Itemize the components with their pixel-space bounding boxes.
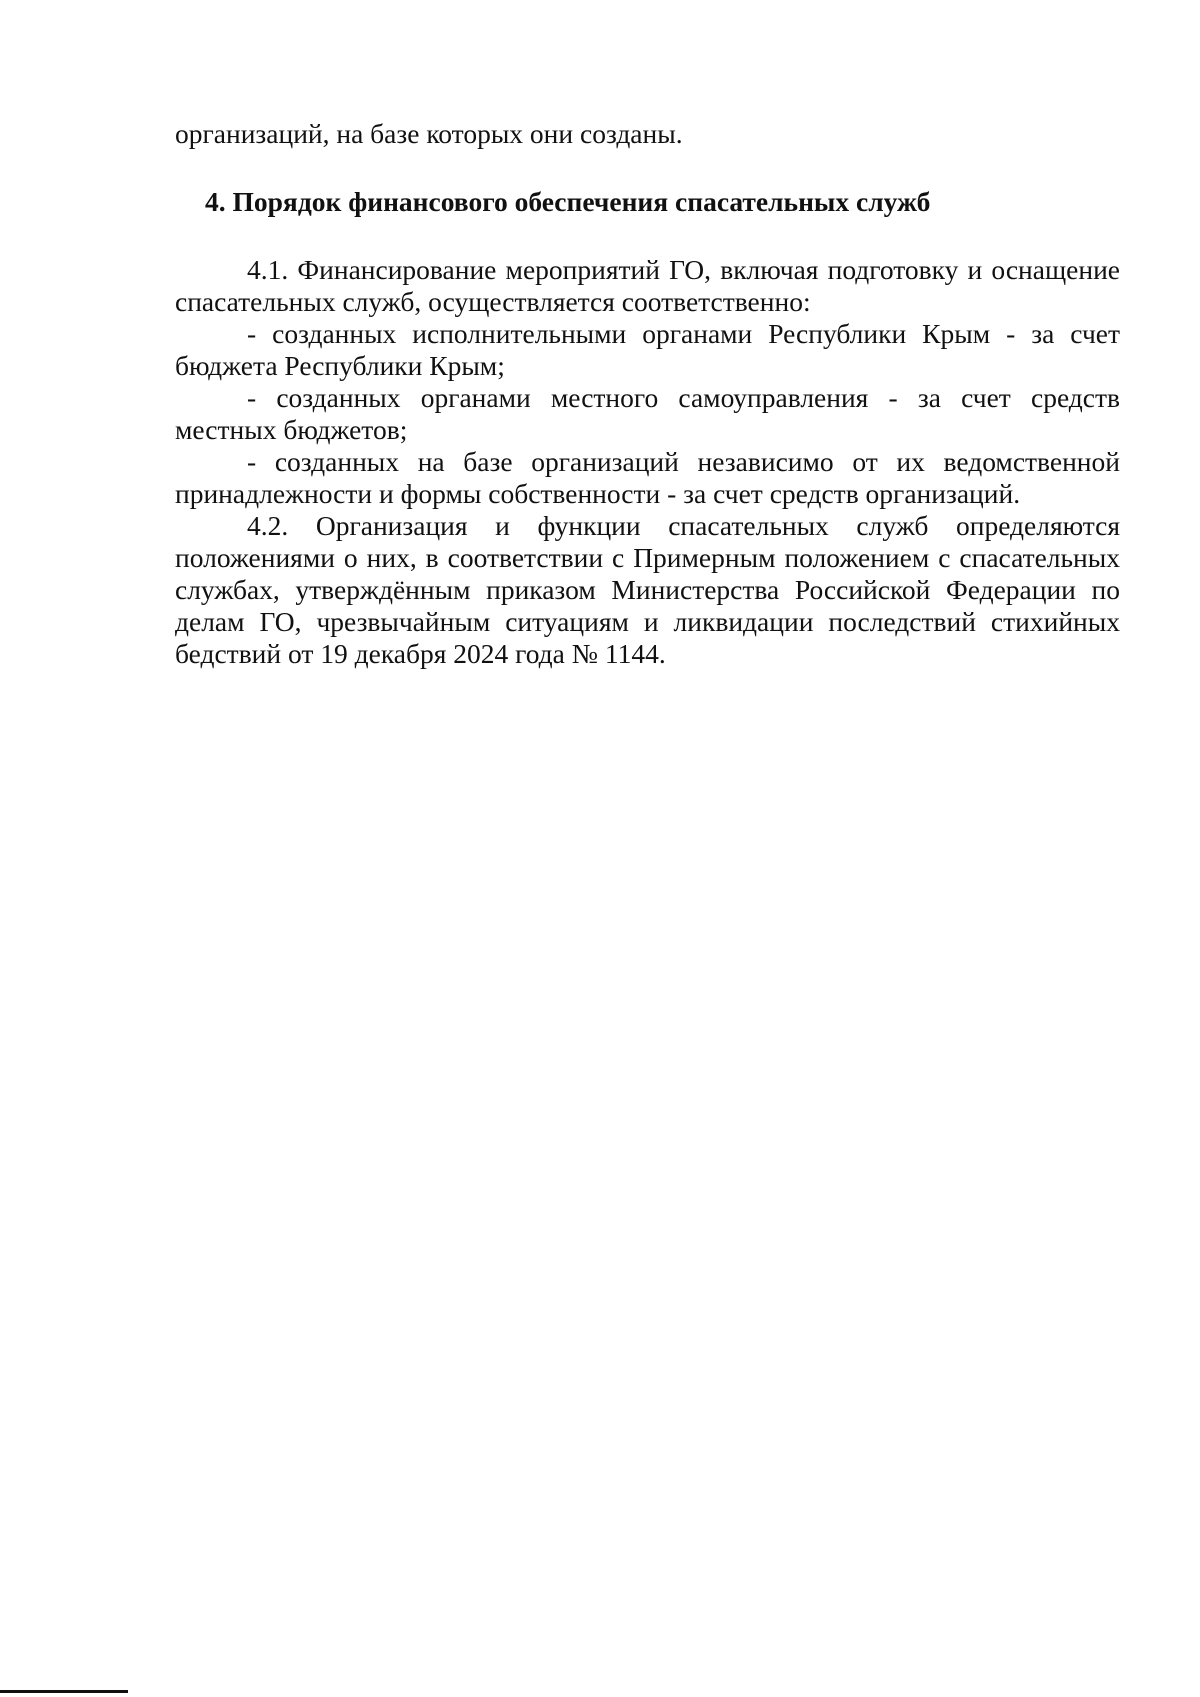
document-body xyxy=(175,118,1120,670)
section-heading: 4. Порядок финансового обеспечения спасательных служб xyxy=(205,186,931,217)
clause-4-1-intro: 4.1. Финансирование мероприятий ГО, включая подготовку и оснащение спасательных служб, осуществляется соответственно: xyxy=(175,254,1120,317)
list-item: - созданных исполнительными органами Республики Крым - за счет бюджета Республики Крым; xyxy=(175,318,1120,381)
list-item: - созданных органами местного самоуправления - за счет средств местных бюджетов; xyxy=(175,382,1120,445)
scan-edge-divider xyxy=(0,1690,128,1693)
continuation-paragraph: организаций, на базе которых они созданы. xyxy=(175,118,683,149)
funding-source-list xyxy=(175,318,1120,510)
list-item: - созданных на базе организаций независимо от их ведомственной принадлежности и формы собственности - за счет средств организаций. xyxy=(175,446,1120,509)
clause-4-2-paragraph: 4.2. Организация и функции спасательных служб определяются положениями о них, в соответствии с Примерным положением с спасательных службах, утверждённым приказом Министерства Российской Федерации по делам ГО, чрезвычайным ситуациям и ликвидации последствий стихийных бедствий от 19 декабря 2024 года № 1144. xyxy=(175,510,1120,669)
